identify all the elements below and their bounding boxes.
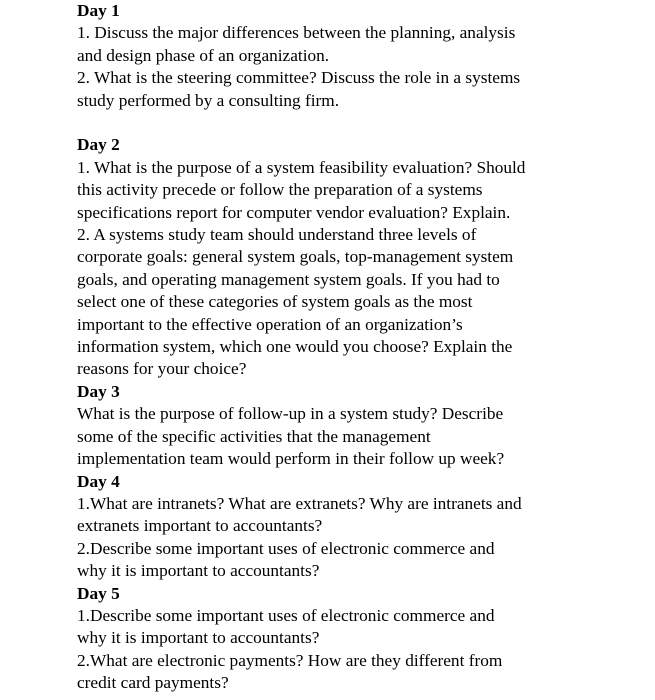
day-5-heading: Day 5 (77, 583, 120, 603)
day-1-question-2: 2. What is the steering committee? Discuss the role in a systems study performed by a consulting firm. (77, 68, 521, 110)
day-2-section (77, 134, 597, 380)
day-4-section (77, 471, 597, 583)
day-5-section (77, 583, 597, 695)
day-2-question-2: 2. A systems study team should understand three levels of corporate goals: general system goals, top-management system goals, and operating management system goals. If you had to select one of these categories of system goals as the most important to the effective operation of an organization’s information system, which one would you choose? Explain the reasons for your choice? (77, 225, 514, 379)
day-3-section (77, 381, 597, 471)
day-1-heading: Day 1 (77, 1, 120, 20)
day-3-heading: Day 3 (77, 381, 120, 401)
day-4-heading: Day 4 (77, 471, 120, 491)
day-5-question-2: 2.What are electronic payments? How are they different from credit card payments? (77, 650, 503, 693)
document-body (77, 0, 597, 695)
day-4-question-2: 2.Describe some important uses of electronic commerce and why it is important to accountants? (77, 538, 495, 581)
day-1-section (77, 0, 597, 112)
day-5-question-1: 1.Describe some important uses of electronic commerce and why it is important to accountants? (77, 605, 495, 648)
section-spacer (77, 112, 597, 134)
day-4-question-1: 1.What are intranets? What are extranets? Why are intranets and extranets important to accountants? (77, 493, 522, 536)
day-1-question-1: 1. Discuss the major differences between the planning, analysis and design phase of an organization. (77, 23, 516, 65)
day-3-question-1: What is the purpose of follow-up in a system study? Describe some of the specific activities that the management implementation team would perform in their follow up week? (77, 404, 505, 469)
day-2-heading: Day 2 (77, 135, 120, 155)
day-2-question-1: 1. What is the purpose of a system feasibility evaluation? Should this activity precede or follow the preparation of a systems specifications report for computer vendor evaluation? Explain. (77, 157, 526, 222)
